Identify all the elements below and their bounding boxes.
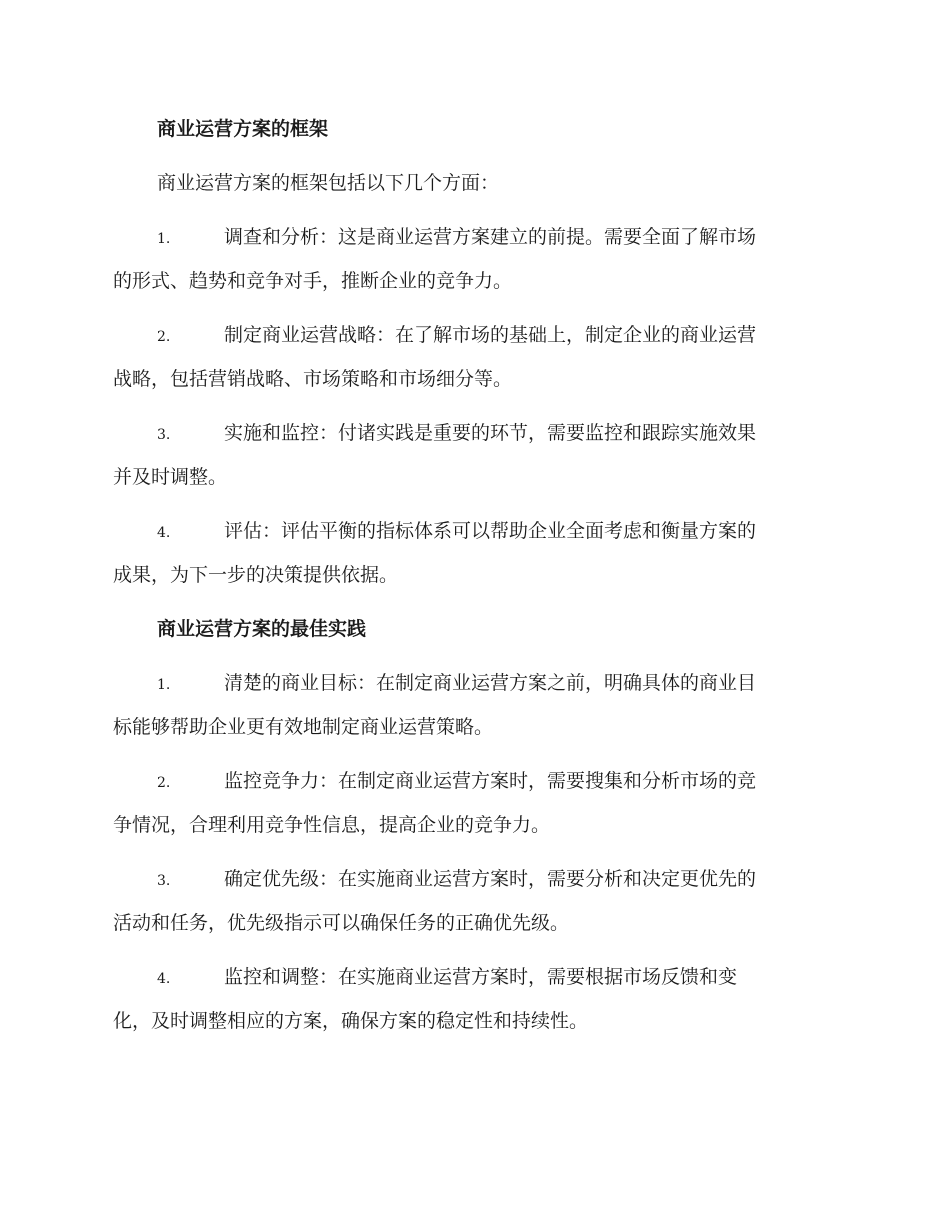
section-intro: 商业运营方案的框架包括以下几个方面： [157,172,500,194]
list-item [113,216,835,302]
list-item-number: 2. [157,775,171,791]
list-item-text-continued: 的形式、趋势和竞争对手，推断企业的竞争力。 [113,270,513,292]
list-item-number: 3. [157,427,171,443]
list-item-text: 确定优先级：在实施商业运营方案时，需要分析和决定更优先的 [224,868,757,890]
list-item-number: 4. [157,525,171,541]
list-item-number: 2. [157,329,171,345]
list-item-number: 3. [157,873,171,889]
list-item [113,412,835,498]
list-item-text-continued: 化，及时调整相应的方案，确保方案的稳定性和持续性。 [113,1010,589,1032]
list-item-text: 监控竞争力：在制定商业运营方案时，需要搜集和分析市场的竞 [224,770,757,792]
list-item-text-continued: 战略，包括营销战略、市场策略和市场细分等。 [113,368,513,390]
list-item-number: 1. [157,677,171,693]
section-heading-best-practices: 商业运营方案的最佳实践 [157,618,367,640]
list-item-number: 4. [157,971,171,987]
list-item [113,956,835,1042]
list-item-text: 监控和调整：在实施商业运营方案时，需要根据市场反馈和变 [224,966,738,988]
list-item-text: 实施和监控：付诸实践是重要的环节，需要监控和跟踪实施效果 [224,422,757,444]
list-item [113,760,835,846]
list-item-text: 调查和分析：这是商业运营方案建立的前提。需要全面了解市场 [224,226,757,248]
list-item-text-continued: 活动和任务，优先级指示可以确保任务的正确优先级。 [113,912,570,934]
list-item-number: 1. [157,231,171,247]
list-item-text-continued: 标能够帮助企业更有效地制定商业运营策略。 [113,716,494,738]
list-item-text-continued: 并及时调整。 [113,466,228,488]
list-item-text-continued: 争情况，合理利用竞争性信息，提高企业的竞争力。 [113,814,551,836]
list-item [113,858,835,944]
list-item-text-continued: 成果，为下一步的决策提供依据。 [113,564,399,586]
list-item-text: 制定商业运营战略：在了解市场的基础上，制定企业的商业运营 [224,324,757,346]
list-item [113,314,835,400]
document-body [113,108,835,1054]
list-item-text: 清楚的商业目标：在制定商业运营方案之前，明确具体的商业目 [224,672,757,694]
section-heading-framework: 商业运营方案的框架 [157,118,329,140]
list-item [113,510,835,596]
list-item-text: 评估：评估平衡的指标体系可以帮助企业全面考虑和衡量方案的 [224,520,757,542]
list-item [113,662,835,748]
